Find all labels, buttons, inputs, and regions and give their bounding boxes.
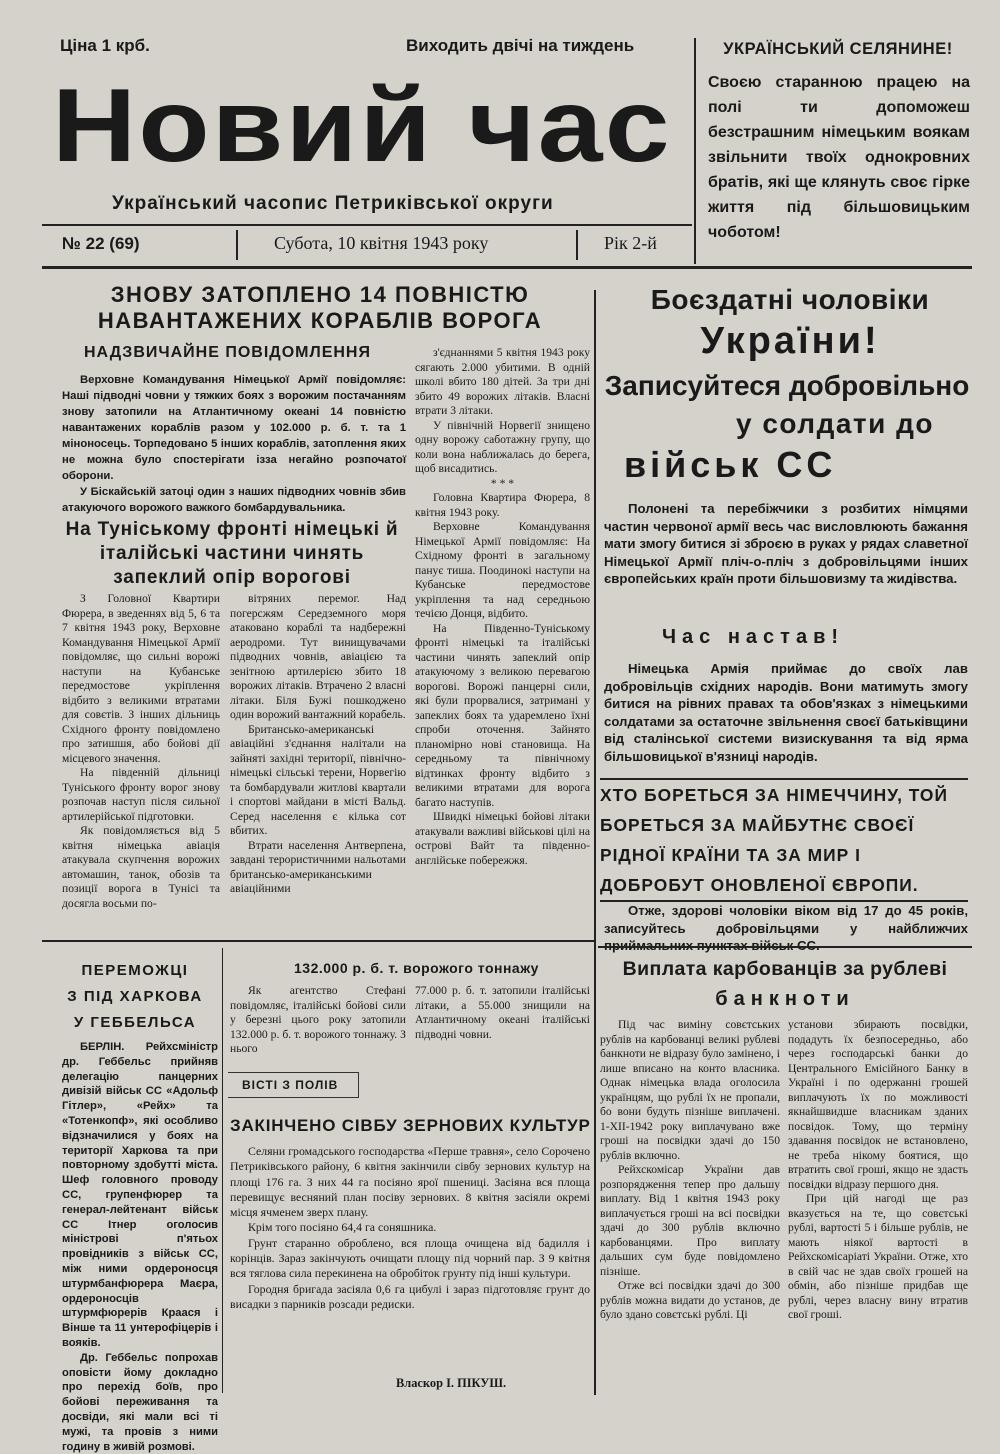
paragraph: Селяни громадського господарства «Перше травня», село Сорочено Петриківського району, 6 квітня закінчили сівбу зернових культур на площі 176 га. З них 44 га посіяно ярої пшениці. Засіяна вся площа перевищує весняний план посіву зернових. 8 квітня засіяли окремі місця ячменем зверх плану. <box>230 1144 590 1220</box>
masthead-rule-top <box>42 224 692 226</box>
banknotes-col1 <box>600 1018 780 1323</box>
paragraph: Др. Геббельс попрохав оповісти йому докладно про перехід боїв, про бойові переживання та досвіди, які мали всі ті мужі, та провів з ними годину в живій розмові. <box>62 1351 218 1453</box>
kharkiv-body <box>62 1040 218 1454</box>
masthead-divider <box>576 230 578 260</box>
paragraph: Під час виміну совєтських рублів на карбованці великі рублеві банкноти не відразу було замінено, і лише вписано на конто власника. Однак німецька влада оголосила українцям, що рублі їх не пропали, бо вони будуть пізніше виплачені. 1-XII-1942 року виплачувано вже гроші на посвідки здачі до 150 рублів включно. <box>600 1018 780 1162</box>
column-divider <box>222 948 223 1393</box>
article1-subhead: НАДЗВИЧАЙНЕ ПОВІДОМЛЕННЯ <box>84 344 371 361</box>
paragraph: 77.000 р. б. т. затопили італійські літаки, а 55.000 знищили на Атлантичному океані італійські підводні човни. <box>415 984 590 1041</box>
issue-number: № 22 (69) <box>62 234 140 253</box>
masthead-rule-bottom <box>42 266 972 269</box>
appeal-text: Своєю старанною працею на полі ти допоможеш безстрашним німецьким воякам звільнити твоїх однокровних братів, які ще клянуть своє гірке життя під більшовицьким чоботом! <box>708 74 970 241</box>
slogan-line: ХТО БОРЕТЬСЯ ЗА НІМЕЧЧИНУ, ТОЙ <box>600 785 948 805</box>
paragraph: Як повідомляється від 5 квітня німецька авіація атакувала скупчення ворожих автомашин, танок, обозів та позиції ворога в Тунісі та досягла восьми по- <box>62 824 220 910</box>
paragraph: На Південно-Туніському фронті німецькі та італійські частини чинять запеклий опір атакуючому з великою перевагою ворогові. Ворожі панцерні сили, які були прорвалися, затримані у запеклих боях та ударемлено їхні спроби оточення. Зайнято планомірно нові становища. На середньому та північному відтинках фронту відбито з великими втратами для ворога багато наступів. <box>415 621 590 809</box>
slogan-line: БОРЕТЬСЯ ЗА МАЙБУТНЄ СВОЄЇ <box>600 815 915 835</box>
recruit-p2 <box>604 660 968 766</box>
issue-date: Субота, 10 квітня 1943 року <box>274 233 489 253</box>
recruit-slogan <box>600 778 968 902</box>
paragraph: вітряних перемог. Над погерсжям Середземного моря атаковано кораблі та надбережні аеродроми. Тут винищувачами підводних човнів, авіацією та зенітною артилерією збито 18 ворожих літаків. Втрачено 2 власні літаки. Біля Бужі пошкоджено один ворожий вантажний корабель. <box>230 592 406 721</box>
paragraph: Головна Квартира Фюрера, 8 квітня 1943 року. <box>415 491 590 519</box>
newspaper-subtitle: Український часопис Петриківської округи <box>112 193 554 214</box>
paragraph: установи збирають посвідки, подадуть їх безпосередньо, або через господарські банки до Центрального Емісійного Банку в Україні і по одержанні грошей виплачують їх по можливості якнайшвидше власникам зданих посвідок. Тому, що терміну здавання посвідок не встановлено, не треба нікому боятися, що втратить свої гроші, якщо не здасть посвідки відразу першого дня. <box>788 1018 968 1191</box>
headline-line: З ПІД ХАРКОВА <box>67 988 203 1005</box>
tonnage-headline: 132.000 р. б. т. ворожого тоннажу <box>294 960 539 976</box>
paragraph: Городня бригада засіяла 0,6 га цибулі і зараз підготовляє грунт до висадки з парників розсади редиски. <box>230 1281 590 1311</box>
article-mid-body <box>415 346 590 868</box>
recruit-time: Час настав! <box>662 626 845 648</box>
recruit-line3: Записуйтеся добровільно <box>604 370 970 401</box>
paragraph: Полонені та перебіжчики з розбитих німцями частин червоної армії весь час висловлюють бажання мати змогу битися зі зброєю в руках у рядах славетної Німецької Армії пліч-о-пліч з добровільцями інших європейських країн проти більшовизму та жидівства. <box>604 501 968 587</box>
price-label: Ціна 1 крб. <box>60 36 150 55</box>
paragraph: З Головної Квартири Фюрера, в зведеннях від 5, 6 та 7 квітня 1943 року, Верховне Командування Німецької Армії повідомляє, що сильні ворожі наступи на Кубанське передмостове укріплення відбито з великими втратами для совєтів. З інших дільниць Східного фронту повідомлено про затишшя, або бойові дії місцевого значення. <box>62 592 220 765</box>
recruit-p1 <box>604 500 968 588</box>
paragraph: БЕРЛІН. Рейхсміністр др. Геббельс прийняв делегацію панцерних дивізій військ СС «Адольф Гітлер», «Рейх» та «Тотенкопф», які особливо відзначилися у боях на території Харкова та при повторному здобутті міста. Шеф головного проводу СС, групенфюрер та генерал-лейтенант військ СС Ітнер оголосив міністрові п'ятьох провідників з військ СС, між ними ордероносця штурмбанфюрера Маєра, ордероносців штурмфюрерів Краася і Вінше та 11 унтерофіцерів і вояків. <box>62 1041 218 1349</box>
separator-stars: * * * <box>490 476 515 490</box>
fields-headline: ЗАКІНЧЕНО СІВБУ ЗЕРНОВИХ КУЛЬТУР <box>230 1116 591 1135</box>
paragraph: Отже, здорові чоловіки віком від 17 до 45 років, записуйтесь добровільцями у найближчих <box>604 903 968 936</box>
article1-headline: ЗНОВУ ЗАТОПЛЕНО 14 ПОВНІСТЮ НАВАНТАЖЕНИХ КОРАБЛІВ ВОРОГА <box>97 282 543 333</box>
issue-year: Рік 2-й <box>604 233 657 253</box>
paragraph: з'єднаннями 5 квітня 1943 року сягають 2.000 убитими. В одній школі вбито 180 дітей. За три дні збито 49 ворожих літаків. Власні втрати 3 літаки. <box>415 346 590 417</box>
kharkiv-headline <box>52 958 218 1036</box>
paragraph: Верховне Командування Німецької Армії повідомляє: На Східному фронті в загальному панує тиша. Поодинокі наступи на Кубанське передмостове укріплення та над середньою течією Донця, відбито. <box>415 520 590 620</box>
slogan-line: ДОБРОБУТ ОНОВЛЕНОЇ ЄВРОПИ. <box>600 875 919 895</box>
paragraph: Отже всі посвідки здачі до 300 рублів можна видати до установ, де було здано совєтські рублі. Ці <box>600 1279 780 1321</box>
paragraph: У північній Норвегії знищено одну ворожу саботажну групу, що коли вона наближалась до берега, щоб висадитись. <box>415 418 590 475</box>
fields-label-box <box>228 1072 359 1098</box>
paragraph: У Біскайській затоці один з наших підводних човнів збив атакуючого ворожого важкого бомбардувальника. <box>62 486 406 514</box>
article2-col2 <box>230 592 406 897</box>
paragraph: На південній дільниці Туніського фронту ворог знову розпочав наступ після сильної артилерійської підготовки. <box>62 766 220 823</box>
section-divider <box>598 946 972 948</box>
paragraph: Рейхскомісар України дав розпорядження тепер про дальшу виплату. Від 1 квітня 1943 року виплачується гроші на всі посвідки здачі до 300 рублів включно карбованцями. Про виплату дальших сум буде повідомлено пізніше. <box>600 1163 780 1278</box>
tonnage-col2 <box>415 984 590 1042</box>
article2-headline: На Туніському фронті німецькі й італійські частини чинять запеклий опір ворогові <box>65 519 399 588</box>
headline-line: У ГЕББЕЛЬСА <box>73 1014 197 1031</box>
section-divider <box>42 940 594 942</box>
headline-line: ПЕРЕМОЖЦІ <box>81 962 189 979</box>
banknotes-col2 <box>788 1018 968 1323</box>
masthead-divider <box>236 230 238 260</box>
paragraph: Верховне Командування Німецької Армії повідомляє: Наші підводні човни у тяжких боях з ворожим постачанням знову затопили на Атлантичному океані 14 повністю навантажених кораблів разом у 102.000 р. б. т. та 1 міноносець. Торпедовано 5 інших кораблів, затоплення яких не можна було спостерігати ізза негайно розпочатої оборони. <box>62 374 406 482</box>
paragraph: Крім того посіяно 64,4 га соняшника. <box>248 1220 437 1235</box>
paragraph: Британсько-американські авіаційні з'єднання налітали на зайняті західні території, північно-німецькі сільські терени, Норвегію та бомбардували житлові квартали і спортові майдани в місті Вальд. Серед населення є кілька сот вбитих. <box>230 722 406 837</box>
article1-body <box>62 372 406 516</box>
column-divider <box>594 290 596 1395</box>
recruit-line2: України! <box>700 320 880 362</box>
slogan-line: РІДНОЇ КРАЇНИ ТА ЗА МИР І <box>600 845 861 865</box>
paragraph: Швидкі німецькі бойові літаки атакували важливі військові цілі на острові Вайт та південно-англійське побережжя. <box>415 810 590 867</box>
appeal-heading: УКРАЇНСЬКИЙ СЕЛЯНИНЕ! <box>723 40 953 58</box>
appeal-divider <box>694 38 696 264</box>
fields-label: ВІСТІ З ПОЛІВ <box>242 1078 339 1092</box>
banknotes-headline: Виплата карбованців за рублеві <box>622 958 948 980</box>
fields-author: Власкор І. ПІКУШ. <box>396 1376 507 1390</box>
article2-col1 <box>62 592 220 911</box>
paragraph: Німецька Армія приймає до своїх лав добровільців східних народів. Вони матимуть змогу битися на рівних правах та обов'язках з німецькими солдатами за остаточне звільнення своєї батьківщини від сталінської системи визискування та від ярма більшовицької в'язниці народів. <box>604 661 968 764</box>
paragraph: Як агентство Стефані повідомляє, італійські бойові сили у березні цього року затопили 132.000 р. б. т. ворожого тоннажу. З нього <box>230 984 406 1055</box>
newspaper-title: Новий час <box>52 68 672 184</box>
frequency-label: Виходить двічі на тиждень <box>406 36 635 55</box>
tonnage-col1 <box>230 984 406 1057</box>
fields-body <box>230 1144 590 1312</box>
paragraph: Грунт старанно оброблено, вся площа очищена від бадилля і корінців. Зараз закінчують очищати площу під чорний пар. З 9 квітня вся тяглова сила перекинена на обробіток грунту під інші культури. <box>230 1235 590 1281</box>
recruit-line5: військ СС <box>624 444 837 485</box>
recruit-line1: Боєздатні чоловіки <box>650 284 930 315</box>
banknotes-headline-2: банкноти <box>715 988 855 1010</box>
paragraph: При цій нагоді ще раз вказується на те, що совєтські рублі, вартості 5 і більше рублів, не мають ніякої вартості в Рейхскомісаріаті України. Отже, хто в свій час не здав своїх грошей на обмін, або пізніше придбав ще рублі, через власну вину втратив свої гроші. <box>788 1192 968 1321</box>
paragraph: Втрати населення Антверпена, завдані терористичними нальотами британсько-американськими авіаційними <box>230 838 406 895</box>
recruit-line4: у солдати до <box>735 408 935 439</box>
